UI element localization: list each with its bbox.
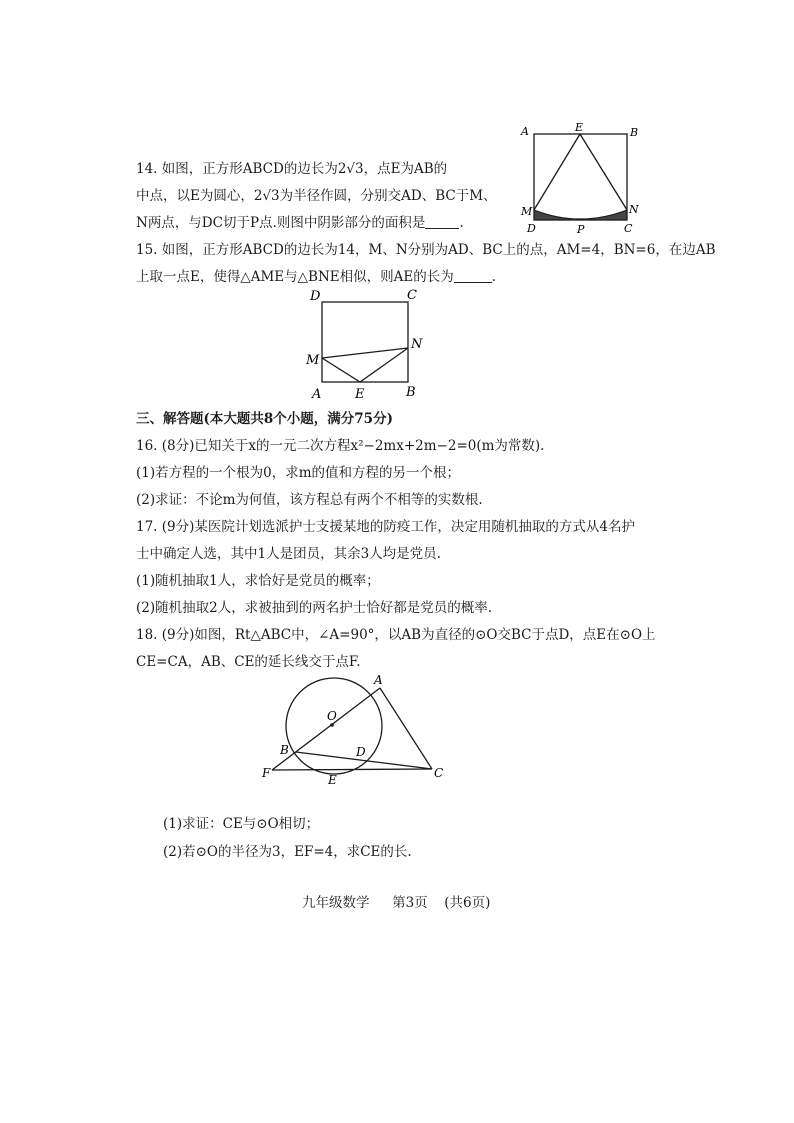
q18-label-o: O — [327, 709, 337, 723]
q14-line2: 中点，以E为圆心，2√3为半径作圆，分别交AD、BC于M、 — [136, 188, 497, 204]
q15-label-e: E — [355, 387, 365, 402]
q16-part1: (1)若方程的一个根为0，求m的值和方程的另一个根； — [136, 465, 461, 481]
q18-figure — [250, 670, 460, 790]
q15-line1: 15. 如图，正方形ABCD的边长为14，M、N分别为AD、BC上的点，AM=4，BN=6，在边AB — [136, 242, 716, 258]
q18-segment-fc — [272, 769, 432, 770]
q18-label-e: E — [328, 773, 337, 787]
footer — [302, 891, 490, 911]
q14-line3-text: N两点，与DC切于P点.则图中阴影部分的面积是 — [136, 215, 426, 231]
q15-triangle-path — [322, 348, 408, 382]
q16-part2: (2)求证：不论m为何值，该方程总有两个不相等的实数根. — [136, 492, 483, 508]
q14-label-m: M — [521, 205, 533, 218]
q18-segment-ac — [380, 688, 432, 769]
footer-subject: 九年级数学 — [302, 895, 370, 911]
q18-label-d: D — [356, 745, 366, 759]
q18-part1: (1)求证：CE与⊙O相切； — [163, 816, 320, 832]
q18-label-a: A — [374, 673, 383, 687]
q14-label-e: E — [575, 122, 584, 134]
q14-segment-em — [534, 134, 580, 210]
q15-label-c: C — [407, 288, 417, 303]
q14-answer-blank — [425, 214, 459, 229]
q14-line3 — [136, 214, 464, 232]
q15-answer-blank — [454, 268, 492, 283]
q18-label-f: F — [262, 766, 271, 780]
q14-label-b: B — [630, 126, 639, 139]
section3-heading: 三、解答题(本大题共8个小题，满分75分) — [136, 411, 393, 427]
q15-line2-tail: . — [491, 269, 497, 285]
q14-label-d: D — [527, 222, 536, 234]
q18-center-dot — [330, 723, 334, 727]
q14-label-a: A — [521, 125, 529, 138]
q18-label-b: B — [280, 743, 289, 757]
q17-line1: 17. (9分)某医院计划选派护士支援某地的防疫工作，决定用随机抽取的方式从4名护 — [136, 519, 635, 535]
q15-label-m: M — [306, 353, 320, 368]
q15-square — [322, 302, 408, 382]
q14-figure — [518, 122, 648, 234]
q14-label-c: C — [624, 222, 633, 234]
footer-page: 第3页 — [392, 895, 428, 911]
q15-label-d: D — [310, 289, 321, 304]
q18-line1: 18. (9分)如图，Rt△ABC中，∠A=90°，以AB为直径的⊙O交BC于点D，点E在⊙O上 — [136, 627, 656, 643]
q15-label-n: N — [411, 337, 423, 352]
footer-total: (共6页) — [444, 895, 491, 911]
q18-part2: (2)若⊙O的半径为3，EF=4，求CE的长. — [163, 844, 412, 860]
q17-part1: (1)随机抽取1人，求恰好是党员的概率； — [136, 573, 380, 589]
q16-stem: 16. (8分)已知关于x的一元二次方程x²−2mx+2m−2=0(m为常数). — [136, 438, 545, 454]
q15-figure — [302, 286, 432, 402]
q17-part2: (2)随机抽取2人，求被抽到的两名护士恰好都是党员的概率. — [136, 600, 493, 616]
q15-label-a: A — [312, 387, 322, 402]
q17-line2: 士中确定人选，其中1人是团员，其余3人均是党员. — [136, 546, 441, 562]
q14-line3-tail: . — [459, 215, 464, 231]
q14-label-p: P — [577, 223, 585, 234]
q14-line1: 14. 如图，正方形ABCD的边长为2√3，点E为AB的 — [136, 161, 448, 177]
q18-line2: CE=CA，AB、CE的延长线交于点F. — [136, 654, 361, 670]
q18-label-c: C — [434, 766, 444, 780]
q15-label-b: B — [406, 385, 416, 400]
q14-square — [534, 134, 627, 220]
q14-label-n: N — [629, 203, 639, 216]
q14-segment-en — [580, 134, 627, 210]
q15-line2 — [136, 268, 496, 286]
q18-circle-o — [286, 678, 382, 774]
q15-line2-text: 上取一点E，使得△AME与△BNE相似，则AE的长为 — [136, 269, 454, 285]
